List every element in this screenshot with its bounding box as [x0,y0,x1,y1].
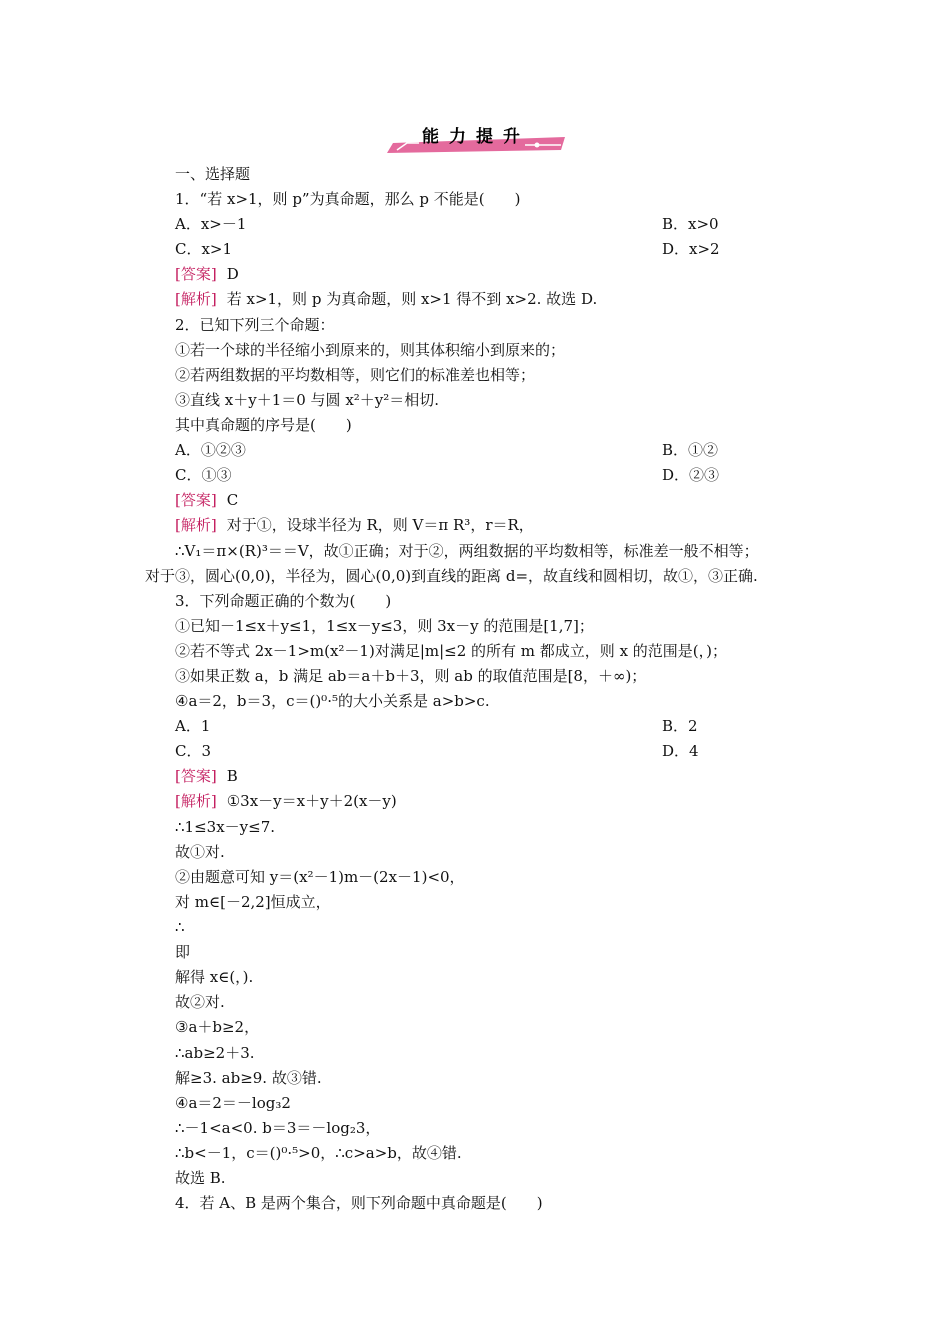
line-text: A．1 [175,717,211,735]
analysis-tag: [解析] [175,290,217,308]
line-text: C．3 [175,742,212,760]
line-text: 故①对. [175,843,225,861]
line-text: ②若不等式 2x－1>m(x²－1)对满足|m|≤2 的所有 m 都成立，则 x 的范围是(，)； [175,642,727,660]
text-line [175,213,915,235]
text-line [175,790,915,812]
section-banner [385,126,567,156]
line-text: C [226,491,239,509]
line-text: ③如果正数 a，b 满足 ab＝a＋b＋3，则 ab 的取值范围是[8，＋∞)； [175,667,647,685]
line-text: 即 [175,943,191,961]
line-text: ①若一个球的半径缩小到原来的，则其体积缩小到原来的； [175,341,566,359]
text-line [175,238,915,260]
text-line [175,1042,915,1064]
text-line [175,1192,915,1214]
text-line [175,288,915,310]
line-text: 对 m∈[－2,2]恒成立， [175,893,331,911]
text-line [175,966,915,988]
line-text: ③a＋b≥2， [175,1018,260,1036]
text-line [175,1067,915,1089]
line-text: ∴V₁＝π×(R)³＝＝V，故①正确；对于②，两组数据的平均数相等，标准差一般不相等； [175,542,759,560]
analysis-tag: [解析] [175,792,217,810]
option-right: B．①② [662,441,719,459]
text-line [175,841,915,863]
text-line [175,514,915,536]
text-line [175,489,915,511]
text-line [175,866,915,888]
text-line [175,1117,915,1139]
text-line [175,389,915,411]
text-line [175,715,915,737]
option-right: D．x>2 [662,240,720,258]
text-line [175,439,915,461]
text-line [175,991,915,1013]
line-text: ∴ab≥2＋3. [175,1044,255,1062]
text-line [175,740,915,762]
analysis-tag: [解析] [175,516,217,534]
line-text: ①已知－1≤x＋y≤1，1≤x－y≤3，则 3x－y 的范围是[1,7]； [175,617,594,635]
text-line [175,690,915,712]
option-right: D．4 [662,742,699,760]
banner-title: 能力提升 [422,127,530,147]
text-line [175,891,915,913]
text-line [175,640,915,662]
text-line [175,1142,915,1164]
text-line [175,765,915,787]
line-text: ∴ [175,918,185,936]
text-line [145,565,945,587]
line-text: ②由题意可知 y＝(x²－1)m－(2x－1)<0， [175,868,465,886]
line-text: ∴1≤3x－y≤7. [175,818,276,836]
text-line [175,314,915,336]
option-right: B．2 [662,717,698,735]
line-text: C．x>1 [175,240,233,258]
answer-tag: [答案] [175,767,217,785]
line-text: ③直线 x＋y＋1＝0 与圆 x²＋y²＝相切. [175,391,440,409]
line-text: 1．“若 x>1，则 p”为真命题，那么 p 不能是( ) [175,190,521,208]
line-text: ①3x－y＝x＋y＋2(x－y) [226,792,397,810]
line-text: 其中真命题的序号是( ) [175,416,352,434]
line-text: B [226,767,238,785]
line-text: 故选 B. [175,1169,226,1187]
text-line [175,540,915,562]
answer-tag: [答案] [175,265,217,283]
text-line [175,590,915,612]
line-text: 4．若 A、B 是两个集合，则下列命题中真命题是( ) [175,1194,543,1212]
line-text: 3．下列命题正确的个数为( ) [175,592,392,610]
option-right: D．②③ [662,466,720,484]
text-line [175,1016,915,1038]
text-line [175,941,915,963]
text-line [175,1092,915,1114]
text-line [175,464,915,486]
line-text: ④a＝2，b＝3，c＝()⁰·⁵的大小关系是 a>b>c. [175,692,490,710]
line-text: C．①③ [175,466,232,484]
line-text: 一、选择题 [175,165,251,183]
text-line [175,665,915,687]
line-text: 若 x>1，则 p 为真命题，则 x>1 得不到 x>2. 故选 D. [226,290,598,308]
line-text: A．x>－1 [175,215,247,233]
line-text: 对于①，设球半径为 R，则 V＝π R³，r＝R， [226,516,534,534]
line-text: 对于③，圆心(0,0)，半径为，圆心(0,0)到直线的距离 d=，故直线和圆相切，故①，③正确. [145,567,758,585]
text-line [175,414,915,436]
line-text: 解≥3. ab≥9. 故③错. [175,1069,322,1087]
text-line [175,364,915,386]
text-line [175,263,915,285]
line-text: D [226,265,239,283]
text-line [175,816,915,838]
line-text: 2．已知下列三个命题： [175,316,335,334]
text-line [175,339,915,361]
line-text: ∴－1<a<0. b＝3＝－log₂3， [175,1119,381,1137]
line-text: A．①②③ [175,441,246,459]
option-right: B．x>0 [662,215,719,233]
text-line [175,615,915,637]
text-line [175,916,915,938]
line-text: 解得 x∈(，). [175,968,254,986]
line-text: ④a＝2＝－log₃2 [175,1094,291,1112]
text-line [175,188,915,210]
line-text: ②若两组数据的平均数相等，则它们的标准差也相等； [175,366,536,384]
line-text: ∴b<－1，c＝()⁰·⁵>0，∴c>a>b，故④错. [175,1144,462,1162]
text-line [175,163,915,185]
answer-tag: [答案] [175,491,217,509]
text-line [175,1167,915,1189]
line-text: 故②对. [175,993,225,1011]
